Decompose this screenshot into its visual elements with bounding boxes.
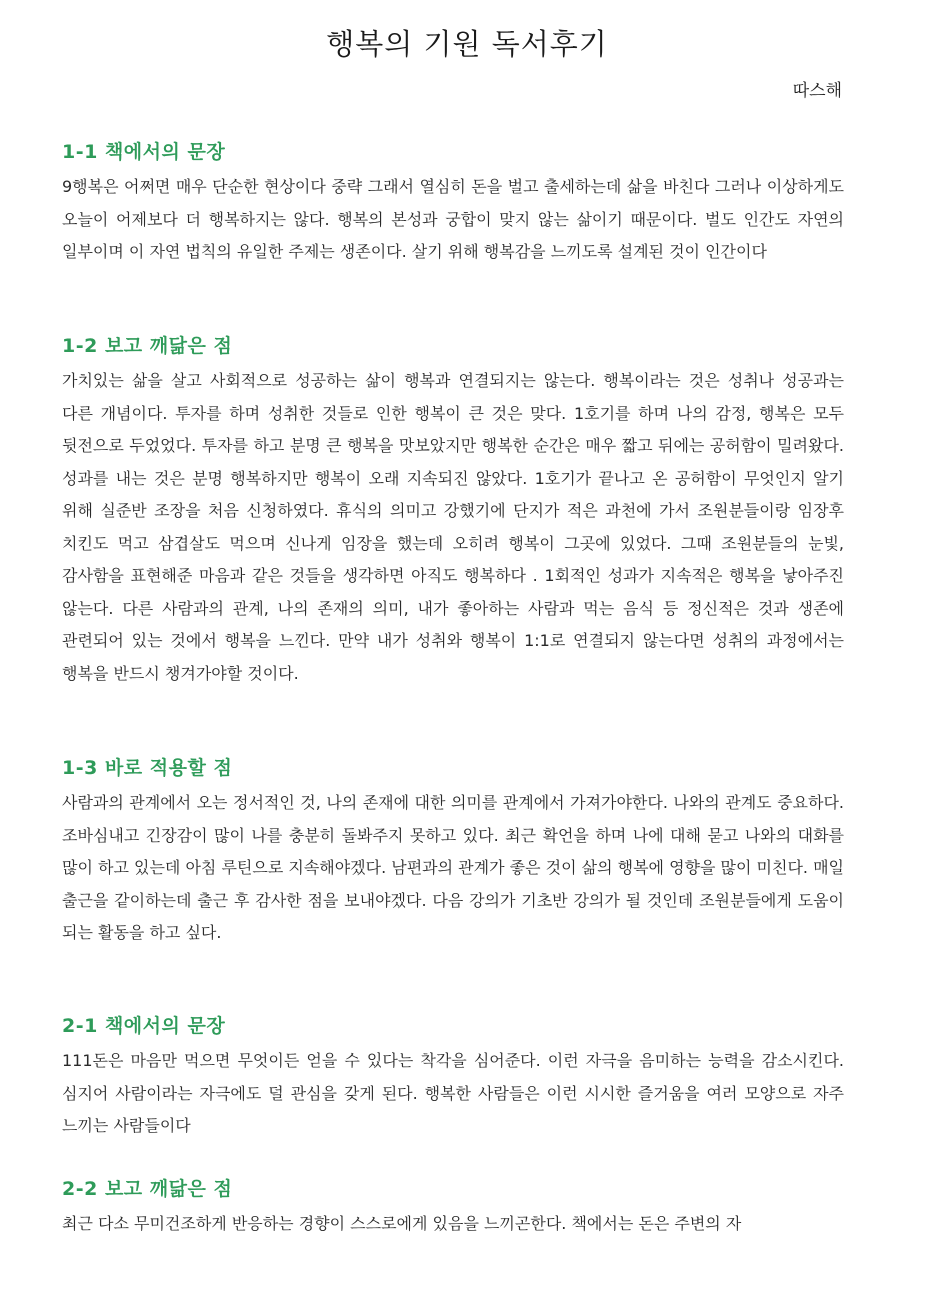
section-heading: 1-3 바로 적용할 점 [62, 757, 233, 779]
document-title: 행복의 기원 독서후기 [326, 27, 608, 61]
section-body: 최근 다소 무미건조하게 반응하는 경향이 스스로에게 있음을 느끼곤한다. 책에서는 돈은 주변의 자 [62, 1214, 742, 1233]
section-1-2 [62, 333, 844, 690]
document-author: 따스해 [792, 81, 842, 101]
section-heading: 2-2 보고 깨닮은 점 [62, 1178, 233, 1200]
section-body: 111돈은 마음만 먹으면 무엇이든 얻을 수 있다는 착각을 심어준다. 이런 자극을 음미하는 능력을 감소시킨다. 심지어 사람이라는 자극에도 덜 관심을 갖게 된다. 행복한 사람들은 이런 시시한 즐거움을 여러 모양으로 자주 느끼는 사람들이다 [62, 1051, 844, 1135]
section-1-1 [62, 139, 844, 269]
section-2-1 [62, 1013, 844, 1143]
section-heading: 2-1 책에서의 문장 [62, 1015, 226, 1037]
section-1-3 [62, 755, 844, 950]
section-heading: 1-1 책에서의 문장 [62, 141, 226, 163]
section-body: 사람과의 관계에서 오는 정서적인 것, 나의 존재에 대한 의미를 관계에서 가져가야한다. 나와의 관계도 중요하다. 조바심내고 긴장감이 많이 나를 충분히 돌봐주지 못하고 있다. 최근 확언을 하며 나에 대해 묻고 나와의 대화를 많이 하고 있는데 아침 루틴으로 지속해야겠다. 남편과의 관계가 좋은 것이 삶의 행복에 영향을 많이 미친다. 매일 출근을 같이하는데 출근 후 감사한 점을 보내야겠다. 다음 강의가 기초반 강의가 될 것인데 조원분들에게 도움이 되는 활동을 하고 싶다. [62, 793, 844, 942]
section-2-2 [62, 1176, 844, 1241]
section-heading: 1-2 보고 깨닮은 점 [62, 335, 233, 357]
section-body: 가치있는 삶을 살고 사회적으로 성공하는 삶이 행복과 연결되지는 않는다. 행복이라는 것은 성취나 성공과는 다른 개념이다. 투자를 하며 성취한 것들로 인한 행복이 큰 것은 맞다. 1호기를 하며 나의 감정, 행복은 모두 뒷전으로 두었었다. 투자를 하고 분명 큰 행복을 맛보았지만 행복한 순간은 매우 짧고 뒤에는 공허함이 밀려왔다. 성과를 내는 것은 분명 행복하지만 행복이 오래 지속되진 않았다. 1호기가 끝나고 온 공허함이 무엇인지 알기 위해 실준반 조장을 처음 신청하였다. 휴식의 의미고 강했기에 단지가 적은 과천에 가서 조원분들이랑 임장후 치킨도 먹고 삼겹살도 먹으며 신나게 임장을 했는데 오히려 행복이 그곳에 있었다. 그때 조원분들의 눈빛, 감사함을 표현해준 마음과 같은 것들을 생각하면 아직도 행복하다 . 1회적인 성과가 지속적은 행복을 낳아주진 않는다. 다른 사람과의 관계, 나의 존재의 의미, 내가 좋아하는 사람과 먹는 음식 등 정신적은 것과 생존에 관련되어 있는 것에서 행복을 느낀다. 만약 내가 성취와 행복이 1:1로 연결되지 않는다면 성취의 과정에서는 행복을 반드시 챙겨가야할 것이다. [62, 371, 844, 683]
section-body: 9행복은 어쩌면 매우 단순한 현상이다 중략 그래서 열심히 돈을 벌고 출세하는데 삶을 바친다 그러나 이상하게도 오늘이 어제보다 더 행복하지는 않다. 행복의 본성과 궁합이 맞지 않는 삶이기 때문이다. 벌도 인간도 자연의 일부이며 이 자연 법칙의 유일한 주제는 생존이다. 살기 위해 행복감을 느끼도록 설계된 것이 인간이다 [62, 177, 844, 261]
